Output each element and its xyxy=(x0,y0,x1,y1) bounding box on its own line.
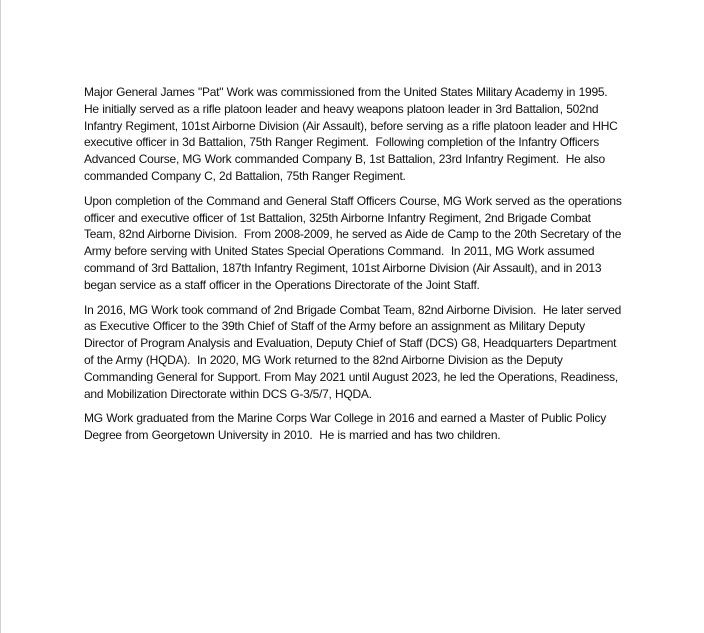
biography-document xyxy=(84,84,624,452)
paragraph-education-family: MG Work graduated from the Marine Corps War College in 2016 and earned a Master of Public Policy Degree from Georgetown University in 2010. He is married and has two children. xyxy=(84,411,610,443)
paragraph-early-career: Major General James "Pat" Work was commissioned from the United States Military Academy in 1995. He initially served as a rifle platoon leader and heavy weapons platoon leader in 3rd Battalion, 502nd Infantry Regiment, 101st Airborne Division (Air Assault), before serving as a rifle platoon leader and HHC executive officer in 3d Battalion, 75th Ranger Regiment. Following completion of the Infantry Officers Advanced Course, MG Work commanded Company B, 1st Battalion, 23rd Infantry Regiment. He also commanded Company C, 2d Battalion, 75th Ranger Regiment. xyxy=(84,85,621,183)
paragraph-senior-assignments: In 2016, MG Work took command of 2nd Brigade Combat Team, 82nd Airborne Division. He later served as Executive Officer to the 39th Chief of Staff of the Army before an assignment as Military Deputy Director of Program Analysis and Evaluation, Deputy Chief of Staff (DCS) G8, Headquarters Department of the Army (HQDA). In 2020, MG Work returned to the 82nd Airborne Division as the Deputy Commanding General for Support. From May 2021 until August 2023, he led the Operations, Readiness, and Mobilization Directorate within DCS G-3/5/7, HQDA. xyxy=(84,302,625,401)
paragraph-staff-and-command: Upon completion of the Command and General Staff Officers Course, MG Work served as the operations officer and executive officer of 1st Battalion, 325th Airborne Infantry Regiment, 2nd Brigade Combat Team, 82nd Airborne Division. From 2008-2009, he served as Aide de Camp to the 20th Secretary of the Army before serving with United States Special Operations Command. In 2011, MG Work assumed command of 3rd Battalion, 187th Infantry Regiment, 101st Airborne Division (Air Assault), and in 2013 began service as a staff officer in the Operations Directorate of the Joint Staff. xyxy=(84,193,625,292)
